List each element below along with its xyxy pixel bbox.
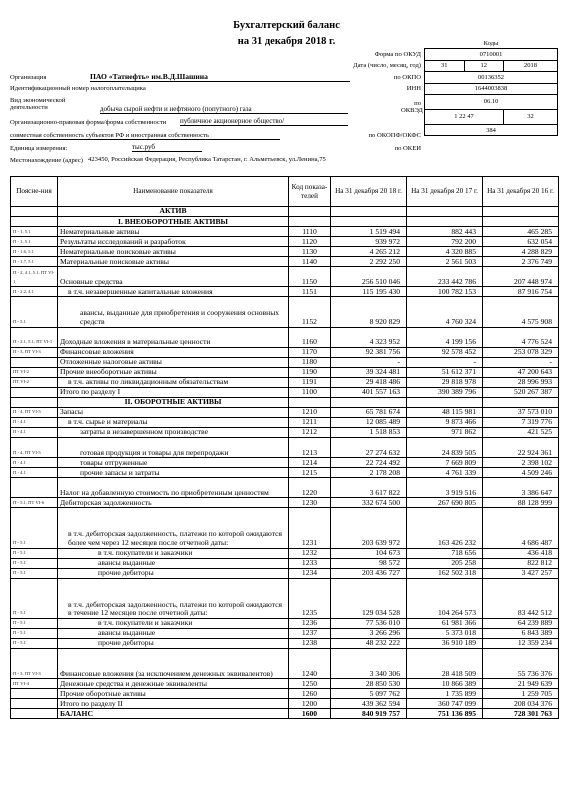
row-name: в т.ч. покупатели и заказчики xyxy=(58,548,289,558)
row-value-2018: 256 510 046 xyxy=(331,267,407,287)
row-note: П - 5.1 xyxy=(11,618,58,628)
row-value-2016: 520 267 387 xyxy=(483,387,559,397)
okved-label: по ОКВЭД xyxy=(401,100,423,114)
okei-code: 384 xyxy=(425,124,558,135)
row-note xyxy=(11,699,58,709)
table-row xyxy=(11,327,559,347)
okopf-label: по ОКОПФ/ОКФС xyxy=(368,132,421,139)
row-code: 1234 xyxy=(289,568,331,578)
table-row xyxy=(11,478,559,498)
row-value-2016: 7 319 776 xyxy=(483,417,559,427)
row-name: в т.ч. незавершенные капитальные вложения xyxy=(58,287,289,297)
ownership-value: совместная собственность субъектов РФ и иностранная собственность xyxy=(10,132,280,140)
row-code: 1130 xyxy=(289,247,331,257)
row-value-2016: 436 418 xyxy=(483,548,559,558)
row-value-2016: 4 776 524 xyxy=(483,327,559,347)
row-value-2018: 332 674 500 xyxy=(331,498,407,508)
row-value-2018: 115 195 430 xyxy=(331,287,407,297)
date-label: Дата (число, месяц, год) xyxy=(353,62,421,69)
row-value-2017: 92 578 452 xyxy=(407,347,483,357)
row-value-2016: 421 525 xyxy=(483,428,559,438)
row-code: 1160 xyxy=(289,327,331,347)
table-row xyxy=(11,709,559,719)
location-value: 423450, Российская Федерация, Республика Татарстан, г. Альметьевск, ул.Ленина,75 xyxy=(88,156,326,163)
col-code-header: Код показа-телей xyxy=(289,177,331,207)
row-value-2018: 3 340 306 xyxy=(331,649,407,679)
row-code: 1140 xyxy=(289,257,331,267)
row-name: Финансовые вложения xyxy=(58,347,289,357)
okei-label: по ОКЕИ xyxy=(394,145,421,152)
row-value-2017: 267 690 805 xyxy=(407,498,483,508)
document-title: Бухгалтерский баланс xyxy=(233,20,340,31)
table-row xyxy=(11,558,559,568)
row-note: П - 4.1 xyxy=(11,428,58,438)
inn-code: 1644003838 xyxy=(425,83,558,94)
row-value-2018: 27 274 632 xyxy=(331,438,407,458)
row-value-2018: 840 919 757 xyxy=(331,709,407,719)
row-name: Материальные поисковые активы xyxy=(58,257,289,267)
table-row xyxy=(11,649,559,679)
row-name: БАЛАНС xyxy=(58,709,289,719)
row-value-2017: 1 735 899 xyxy=(407,689,483,699)
row-value-2017: 61 981 366 xyxy=(407,618,483,628)
row-name: Нематериальные поисковые активы xyxy=(58,247,289,257)
row-value-2018: 1 518 853 xyxy=(331,428,407,438)
row-note: П - 2.2, 4.1 xyxy=(11,287,58,297)
row-code: 1211 xyxy=(289,417,331,427)
table-row xyxy=(11,548,559,558)
section-title: II. ОБОРОТНЫЕ АКТИВЫ xyxy=(58,397,289,407)
row-value-2017: 24 839 505 xyxy=(407,438,483,458)
row-value-2016: 4 686 487 xyxy=(483,508,559,548)
row-note: П - 5.1 xyxy=(11,548,58,558)
row-value-2018: 29 418 486 xyxy=(331,377,407,387)
row-name: в т.ч. сырье и материалы xyxy=(58,417,289,427)
table-row xyxy=(11,257,559,267)
row-value-2018: 439 362 594 xyxy=(331,699,407,709)
table-row xyxy=(11,377,559,387)
row-name: прочие дебиторы xyxy=(58,568,289,578)
table-row xyxy=(11,428,559,438)
row-note: ПТ VI-4 xyxy=(11,679,58,689)
date-day: 31 xyxy=(425,60,465,71)
col-2017-header: На 31 декабря 20 17 г. xyxy=(407,177,483,207)
row-value-2016: 37 573 010 xyxy=(483,407,559,417)
row-code: 1260 xyxy=(289,689,331,699)
row-name: в т.ч. дебиторская задолженность, платежи по которой ожидаются в течение 12 месяцев после отчетной даты: xyxy=(58,578,289,618)
row-note: П - 5.1 xyxy=(11,628,58,638)
row-code: 1236 xyxy=(289,618,331,628)
date-month: 12 xyxy=(464,60,504,71)
row-value-2017: 233 442 786 xyxy=(407,267,483,287)
row-note: П - 5.1 xyxy=(11,297,58,327)
table-row xyxy=(11,287,559,297)
row-value-2018: 65 781 674 xyxy=(331,407,407,417)
row-name: Прочие внеоборотные активы xyxy=(58,367,289,377)
row-value-2018: 92 381 756 xyxy=(331,347,407,357)
row-code: 1250 xyxy=(289,679,331,689)
section-title: АКТИВ xyxy=(58,207,289,217)
row-value-2017: 2 561 503 xyxy=(407,257,483,267)
row-value-2016: 207 448 974 xyxy=(483,267,559,287)
row-value-2016: 22 924 361 xyxy=(483,438,559,458)
row-note: П - 5.1 xyxy=(11,558,58,568)
okved-code: 06.10 xyxy=(425,94,558,109)
row-name: готовая продукция и товары для перепродажи xyxy=(58,438,289,458)
table-row xyxy=(11,628,559,638)
row-value-2016: 2 376 749 xyxy=(483,257,559,267)
row-note: П - 5.1 xyxy=(11,568,58,578)
row-code: 1200 xyxy=(289,699,331,709)
row-name: Финансовые вложения (за исключением денежных эквивалентов) xyxy=(58,649,289,679)
row-value-2016: 87 916 754 xyxy=(483,287,559,297)
row-note: П - 5.1 xyxy=(11,508,58,548)
row-note: П - 3, ПТ VI-3 xyxy=(11,649,58,679)
form-value: публичное акционерное общество/ xyxy=(180,117,348,126)
table-row xyxy=(11,347,559,357)
row-value-2017: 9 873 466 xyxy=(407,417,483,427)
row-value-2017: 751 136 895 xyxy=(407,709,483,719)
date-year: 2018 xyxy=(504,60,558,71)
table-row xyxy=(11,679,559,689)
row-note xyxy=(11,478,58,498)
row-value-2017: 100 782 153 xyxy=(407,287,483,297)
row-value-2016: 21 949 639 xyxy=(483,679,559,689)
row-value-2016: 47 200 643 xyxy=(483,367,559,377)
row-value-2017: 4 761 339 xyxy=(407,468,483,478)
row-value-2016: 88 128 999 xyxy=(483,498,559,508)
row-value-2018: 104 673 xyxy=(331,548,407,558)
row-value-2018: 203 639 972 xyxy=(331,508,407,548)
codes-table xyxy=(424,38,558,136)
row-note: ПТ VI-2 xyxy=(11,367,58,377)
row-value-2017: 48 115 981 xyxy=(407,407,483,417)
row-note: П - 5.1, ПТ VI-6 xyxy=(11,498,58,508)
row-value-2018: 12 085 489 xyxy=(331,417,407,427)
row-value-2017: 971 862 xyxy=(407,428,483,438)
row-value-2018: 3 266 296 xyxy=(331,628,407,638)
row-note: П - 1.6, 5.1 xyxy=(11,247,58,257)
row-value-2017: 3 919 516 xyxy=(407,478,483,498)
row-name: Отложенные налоговые активы xyxy=(58,357,289,367)
row-value-2016: 4 509 246 xyxy=(483,468,559,478)
row-note: П - 1, 5.1 xyxy=(11,227,58,237)
row-code: 1152 xyxy=(289,297,331,327)
row-value-2017: 792 200 xyxy=(407,237,483,247)
row-code: 1170 xyxy=(289,347,331,357)
row-value-2017: 4 320 885 xyxy=(407,247,483,257)
row-value-2018: 39 324 481 xyxy=(331,367,407,377)
row-value-2016: 6 843 389 xyxy=(483,628,559,638)
row-value-2018: 4 265 212 xyxy=(331,247,407,257)
row-name: Результаты исследований и разработок xyxy=(58,237,289,247)
row-value-2017: 7 669 809 xyxy=(407,458,483,468)
row-name: Доходные вложения в материальные ценности xyxy=(58,327,289,347)
row-name: затраты в незавершенном производстве xyxy=(58,428,289,438)
table-row xyxy=(11,508,559,548)
table-row xyxy=(11,689,559,699)
row-note: П - 1.7, 5.1 xyxy=(11,257,58,267)
row-code: 1230 xyxy=(289,498,331,508)
table-row xyxy=(11,407,559,417)
row-code: 1212 xyxy=(289,428,331,438)
row-name: Итого по разделу II xyxy=(58,699,289,709)
row-note: ПТ VI-2 xyxy=(11,377,58,387)
row-name: в т.ч. покупатели и заказчики xyxy=(58,618,289,628)
table-row xyxy=(11,247,559,257)
row-value-2018: 401 557 163 xyxy=(331,387,407,397)
row-name: Денежные средства и денежные эквиваленты xyxy=(58,679,289,689)
row-value-2016: 28 996 993 xyxy=(483,377,559,387)
table-row xyxy=(11,267,559,287)
row-value-2016: 2 398 102 xyxy=(483,458,559,468)
row-value-2016: 83 442 512 xyxy=(483,578,559,618)
row-name: Налог на добавленную стоимость по приобретенным ценностям xyxy=(58,478,289,498)
row-note: П - 4, ПТ VI-5 xyxy=(11,407,58,417)
row-code: 1151 xyxy=(289,287,331,297)
row-code: 1237 xyxy=(289,628,331,638)
col-2016-header: На 31 декабря 20 16 г. xyxy=(483,177,559,207)
activity-label: Вид экономической деятельности xyxy=(10,97,66,111)
row-value-2016: 253 078 329 xyxy=(483,347,559,357)
row-code: 1180 xyxy=(289,357,331,367)
row-value-2017: 4 760 324 xyxy=(407,297,483,327)
row-value-2016: 4 575 908 xyxy=(483,297,559,327)
row-value-2017: 390 389 796 xyxy=(407,387,483,397)
row-value-2016: 1 259 705 xyxy=(483,689,559,699)
row-value-2018: 3 617 822 xyxy=(331,478,407,498)
row-name: в т.ч. дебиторская задолженность, платежи по которой ожидаются более чем через 12 месяцев после отчетной даты: xyxy=(58,508,289,548)
table-row xyxy=(11,699,559,709)
row-note xyxy=(11,689,58,699)
row-value-2017: 163 426 232 xyxy=(407,508,483,548)
row-value-2017: 51 612 371 xyxy=(407,367,483,377)
row-value-2017: - xyxy=(407,357,483,367)
row-value-2017: 29 818 978 xyxy=(407,377,483,387)
col-name-header: Наименование показателя xyxy=(58,177,289,207)
row-note: П - 4, ПТ VI-5 xyxy=(11,438,58,458)
row-code: 1235 xyxy=(289,578,331,618)
row-note xyxy=(11,709,58,719)
okpo-label: по ОКПО xyxy=(393,74,421,81)
row-value-2017: 162 502 318 xyxy=(407,568,483,578)
row-code: 1215 xyxy=(289,468,331,478)
row-value-2018: 8 920 829 xyxy=(331,297,407,327)
row-value-2018: 48 232 222 xyxy=(331,639,407,649)
row-value-2017: 205 258 xyxy=(407,558,483,568)
table-row xyxy=(11,357,559,367)
row-value-2017: 36 910 189 xyxy=(407,639,483,649)
row-code: 1120 xyxy=(289,237,331,247)
row-note: П - 2.1, 5.1, ПТ VI-1 xyxy=(11,327,58,347)
row-name: прочие запасы и затраты xyxy=(58,468,289,478)
section-row xyxy=(11,397,559,407)
inn-label: ИНН xyxy=(406,85,421,92)
row-value-2018: 129 034 528 xyxy=(331,578,407,618)
table-row xyxy=(11,639,559,649)
row-name: товары отгруженные xyxy=(58,458,289,468)
row-code: 1220 xyxy=(289,478,331,498)
okpo-code: 00136352 xyxy=(425,72,558,83)
row-value-2016: 3 386 647 xyxy=(483,478,559,498)
unit-value: тыс.руб xyxy=(132,143,202,152)
row-note: П - 3, ПТ VI-3 xyxy=(11,347,58,357)
okopf-code: 1 22 47 xyxy=(425,109,504,124)
row-note: П - 5.1 xyxy=(11,578,58,618)
row-code: 1231 xyxy=(289,508,331,548)
balance-rows xyxy=(11,207,559,719)
row-name: Запасы xyxy=(58,407,289,417)
row-code: 1233 xyxy=(289,558,331,568)
unit-label: Единица измерения: xyxy=(10,145,68,152)
row-code: 1100 xyxy=(289,387,331,397)
row-value-2018: 203 436 727 xyxy=(331,568,407,578)
row-code: 1110 xyxy=(289,227,331,237)
row-value-2017: 4 199 156 xyxy=(407,327,483,347)
table-row xyxy=(11,618,559,628)
section-title: I. ВНЕОБОРОТНЫЕ АКТИВЫ xyxy=(58,217,289,227)
row-name: в т.ч. активы по ликвидационным обязательствам xyxy=(58,377,289,387)
okfs-code: 32 xyxy=(504,109,558,124)
table-row xyxy=(11,227,559,237)
row-note: П - 1, 5.1 xyxy=(11,237,58,247)
row-code: 1150 xyxy=(289,267,331,287)
row-value-2017: 104 264 573 xyxy=(407,578,483,618)
row-code: 1210 xyxy=(289,407,331,417)
row-value-2018: 77 536 010 xyxy=(331,618,407,628)
row-note: П - 2, 4.1, 5.1, ПТ VI-1 xyxy=(11,267,58,287)
row-name: прочие дебиторы xyxy=(58,639,289,649)
row-code: 1240 xyxy=(289,649,331,679)
row-value-2016: 64 239 889 xyxy=(483,618,559,628)
row-note: П - 4.1 xyxy=(11,417,58,427)
row-value-2016: - xyxy=(483,357,559,367)
table-row xyxy=(11,387,559,397)
row-value-2018: 5 097 762 xyxy=(331,689,407,699)
form-label: Организационно-правовая форма/форма собственности xyxy=(10,119,167,126)
okud-code: 0710001 xyxy=(425,49,558,60)
row-value-2016: 822 812 xyxy=(483,558,559,568)
row-value-2018: 2 292 250 xyxy=(331,257,407,267)
table-row xyxy=(11,237,559,247)
table-row xyxy=(11,578,559,618)
row-note xyxy=(11,387,58,397)
row-value-2016: 55 736 376 xyxy=(483,649,559,679)
row-value-2017: 360 747 099 xyxy=(407,699,483,709)
row-value-2016: 465 285 xyxy=(483,227,559,237)
table-row xyxy=(11,458,559,468)
row-name: Основные средства xyxy=(58,267,289,287)
row-value-2017: 882 443 xyxy=(407,227,483,237)
document-date-title: на 31 декабря 2018 г. xyxy=(237,36,336,47)
row-name: авансы выданные xyxy=(58,628,289,638)
row-name: Итого по разделу I xyxy=(58,387,289,397)
row-value-2016: 728 301 763 xyxy=(483,709,559,719)
row-code: 1238 xyxy=(289,639,331,649)
row-value-2017: 28 418 509 xyxy=(407,649,483,679)
col-notes-header: Поясне-ния xyxy=(11,177,58,207)
row-code: 1213 xyxy=(289,438,331,458)
activity-value: добыча сырой нефти и нефтяного (попутного) газа xyxy=(100,105,348,114)
row-code: 1191 xyxy=(289,377,331,387)
row-name: авансы, выданные для приобретения и сооружения основных средств xyxy=(58,297,289,327)
okud-label: Форма по ОКУД xyxy=(374,51,421,58)
location-label: Местонахождение (адрес) xyxy=(10,157,83,164)
org-label: Организация xyxy=(10,74,47,81)
section-row xyxy=(11,207,559,217)
row-note: П - 5.1 xyxy=(11,639,58,649)
table-row xyxy=(11,498,559,508)
codes-label: Коды xyxy=(483,39,499,47)
row-value-2016: 4 288 829 xyxy=(483,247,559,257)
row-value-2016: 3 427 257 xyxy=(483,568,559,578)
row-name: Дебиторская задолженность xyxy=(58,498,289,508)
inn-label-left: Идентификационный номер налогоплательщика xyxy=(10,85,146,92)
row-value-2018: 22 724 492 xyxy=(331,458,407,468)
row-value-2017: 5 373 018 xyxy=(407,628,483,638)
row-value-2018: 28 850 530 xyxy=(331,679,407,689)
table-row xyxy=(11,417,559,427)
org-name: ПАО «Татнефть» им.В.Д.Шашина xyxy=(90,72,350,82)
table-row xyxy=(11,468,559,478)
row-value-2017: 10 866 389 xyxy=(407,679,483,689)
row-value-2016: 12 359 234 xyxy=(483,639,559,649)
row-name: Прочие оборотные активы xyxy=(58,689,289,699)
row-value-2018: 1 519 494 xyxy=(331,227,407,237)
row-value-2018: - xyxy=(331,357,407,367)
row-name: авансы выданные xyxy=(58,558,289,568)
row-note xyxy=(11,357,58,367)
row-code: 1190 xyxy=(289,367,331,377)
table-row xyxy=(11,568,559,578)
row-value-2016: 632 054 xyxy=(483,237,559,247)
row-code: 1214 xyxy=(289,458,331,468)
row-value-2018: 939 972 xyxy=(331,237,407,247)
table-row xyxy=(11,297,559,327)
row-note: П - 4.1 xyxy=(11,468,58,478)
section-row xyxy=(11,217,559,227)
table-row xyxy=(11,367,559,377)
row-value-2018: 98 572 xyxy=(331,558,407,568)
row-value-2018: 4 323 952 xyxy=(331,327,407,347)
balance-table xyxy=(10,176,559,719)
row-note: П - 4.1 xyxy=(11,458,58,468)
table-row xyxy=(11,438,559,458)
col-2018-header: На 31 декабря 20 18 г. xyxy=(331,177,407,207)
row-code: 1600 xyxy=(289,709,331,719)
row-code: 1232 xyxy=(289,548,331,558)
row-value-2016: 208 034 376 xyxy=(483,699,559,709)
row-value-2018: 2 178 208 xyxy=(331,468,407,478)
row-name: Нематериальные активы xyxy=(58,227,289,237)
row-value-2017: 718 656 xyxy=(407,548,483,558)
